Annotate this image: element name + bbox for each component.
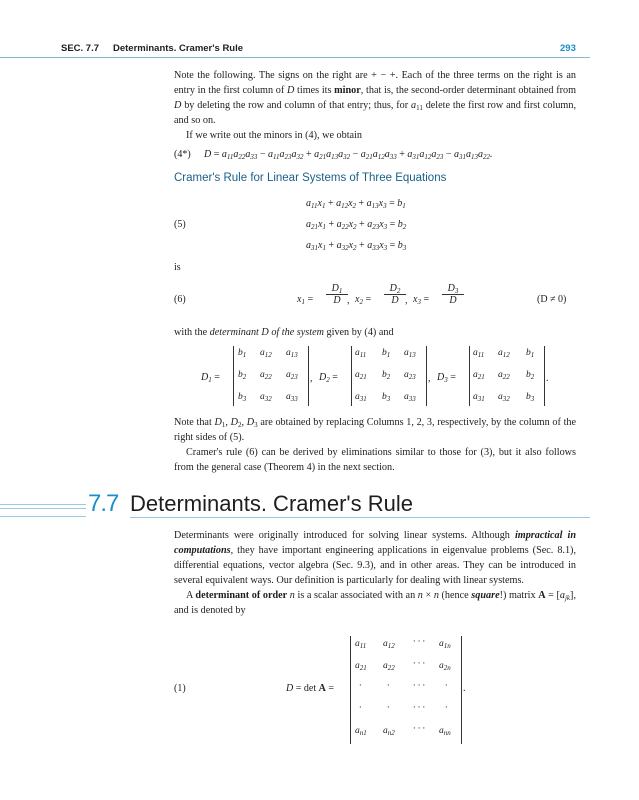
eq6-condition: (D ≠ 0) xyxy=(537,294,567,305)
heading-decoration-mid xyxy=(0,508,86,509)
d2-lhs: $D_2$ = xyxy=(319,372,338,384)
header-rule xyxy=(0,57,590,58)
period: . xyxy=(546,373,549,384)
cramer-heading: Cramer's Rule for Linear Systems of Three Equations xyxy=(174,172,447,184)
is-word: is xyxy=(174,262,181,273)
x2-lhs: $x_2$ = xyxy=(355,294,372,306)
section-number: 7.7 xyxy=(88,490,119,517)
eq4star-expansion: $D = a_{11}a_{22}a_{33} - a_{11}a_{23}a_{32} + a_{21}a_{13}a_{32} - a_{21}a_{12}a_{33} + a_{31}a_{12}a_{23} - a_{31}a_{13}a_{22}$. xyxy=(204,149,493,161)
eq1-lhs: D = det A = xyxy=(286,683,334,694)
eq5-row-3: $a_{31}x_1 + a_{32}x_2 + a_{33}x_3 = b_3$ xyxy=(306,240,407,252)
comma: , xyxy=(428,373,431,384)
heading-decoration-left xyxy=(0,504,86,517)
x3-lhs: $x_3$ = xyxy=(413,294,430,306)
intro-para-1: Note the following. The signs on the right are + − +. Each of the three terms on the right is an entry in the first column of D times its minor, that is, the second-order determinant obtained from D by deleting the row and column of that entry; thus, for $a_{11}$ delete the first row and first column, and so on. xyxy=(174,70,577,126)
eq4star-label: (4*) xyxy=(174,149,191,160)
with-determinant-text: with the determinant D of the system given by (4) and xyxy=(174,327,394,338)
x1-lhs: $x_1$ = xyxy=(297,294,314,306)
note-paragraph xyxy=(174,415,576,475)
section-para-1: Determinants were originally introduced for solving linear systems. Although impractical in computations, they have important engineering applications in eigenvalue problems (Sec. 8.1), differential equations, vector algebra (Sec. 9.3), and in other areas. They can be introduced in several equivalent ways. Our definition is particularly for dealing with linear systems. xyxy=(174,530,576,586)
running-header-title: Determinants. Cramer's Rule xyxy=(113,43,244,54)
eq6-label: (6) xyxy=(174,294,186,305)
note-para-2: Cramer's rule (6) can be derived by eliminations similar to those for (3), but it also follows from the general case (Theorem 4) in the next section. xyxy=(174,447,576,473)
note-para-1: Note that $D_1$, $D_2$, $D_3$ are obtained by replacing Columns 1, 2, 3, respectively, by the column of the right sides of (5). xyxy=(174,417,577,443)
intro-para-2: If we write out the minors in (4), we obtain xyxy=(186,130,362,141)
intro-paragraph xyxy=(174,68,576,143)
general-determinant: $a_{11}$ $a_{12}$ · · · $a_{1n}$ $a_{21}$ $a_{22}$ · · · $a_{2n}$ · · · · · · · · · · · · $a_{n1}$ $a_{n2}$ · · · $a_{nn}$ xyxy=(350,636,462,744)
eq5-row-1: $a_{11}x_1 + a_{12}x_2 + a_{13}x_3 = b_1$ xyxy=(306,198,406,210)
d1-determinant: $b_1$ $a_{12}$ $a_{13}$ $b_2$ $a_{22}$ $a_{23}$ $b_3$ $a_{32}$ $a_{33}$ xyxy=(233,346,309,406)
d3-determinant: $a_{11}$ $a_{12}$ $b_1$ $a_{21}$ $a_{22}$ $b_2$ $a_{31}$ $a_{32}$ $b_3$ xyxy=(469,346,545,406)
x3-fraction: $\frac{D_3}{D}$ xyxy=(442,283,464,306)
eq5-label: (5) xyxy=(174,219,186,230)
heading-rule xyxy=(130,517,590,518)
page-number: 293 xyxy=(560,43,576,54)
d2-determinant: $a_{11}$ $b_1$ $a_{13}$ $a_{21}$ $b_2$ $a_{23}$ $a_{31}$ $b_3$ $a_{33}$ xyxy=(351,346,427,406)
running-header-section: SEC. 7.7 xyxy=(61,43,100,54)
section-title: Determinants. Cramer's Rule xyxy=(130,491,413,516)
eq5-row-2: $a_{21}x_1 + a_{22}x_2 + a_{23}x_3 = b_2$ xyxy=(306,219,407,231)
section-para-2: A determinant of order n is a scalar associated with an n × n (hence square!) matrix $A = [a_{jk}]$, and is denoted by xyxy=(174,590,576,616)
x1-fraction: $\frac{D_1}{D}$ xyxy=(326,283,348,306)
comma: , xyxy=(310,373,313,384)
x2-fraction: $\frac{D_2}{D}$ xyxy=(384,283,406,306)
period: . xyxy=(463,683,466,694)
d3-lhs: $D_3$ = xyxy=(437,372,456,384)
eq1-label: (1) xyxy=(174,683,186,694)
d1-lhs: $D_1$ = xyxy=(201,372,220,384)
comma: , xyxy=(405,295,408,306)
comma: , xyxy=(347,295,350,306)
section-body xyxy=(174,528,576,618)
